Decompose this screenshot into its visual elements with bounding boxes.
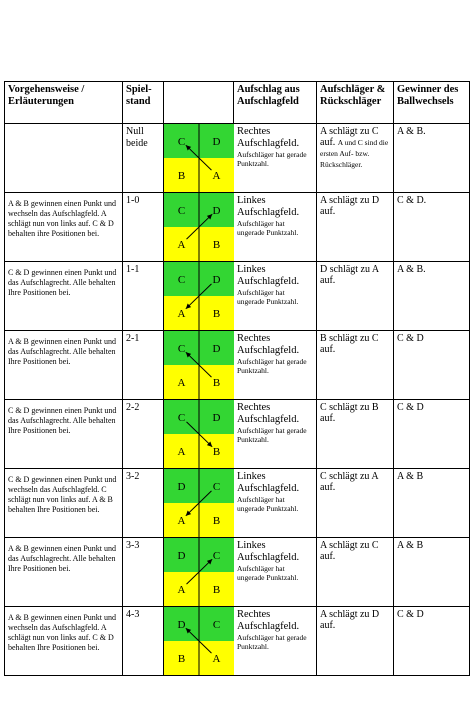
rueckschlaeger-cell	[317, 124, 394, 193]
explanation-cell: C & D gewinnen einen Punkt und das Aufschlagrecht. Alle behalten Ihre Positionen bei.	[5, 262, 123, 331]
aufschlag-cell	[234, 607, 317, 676]
rueck-text: C schlägt zu A auf.	[320, 471, 379, 493]
rueck-text: A schlägt zu C auf.	[320, 126, 379, 148]
court-diagram	[164, 400, 234, 468]
header-gewinner: Gewinner des Ballwechsels	[394, 82, 470, 124]
explanation-cell: A & B gewinnen einen Punkt und wechseln das Aufschlagfeld. A schlägt nun von links auf. C & D behalten Ihre Positionen bei.	[5, 607, 123, 676]
rueckschlaeger-cell	[317, 193, 394, 262]
player-label: B	[177, 653, 186, 665]
court-field-cell	[164, 400, 234, 469]
player-label: C	[177, 274, 186, 286]
score-cell: 2-1	[123, 331, 164, 400]
player-label: A	[177, 515, 186, 527]
winner-cell: C & D.	[394, 193, 470, 262]
aufschlag-note: Aufschläger hat ungerade Punktzahl.	[237, 564, 299, 582]
aufschlag-cell	[234, 469, 317, 538]
player-label: C	[212, 550, 221, 562]
player-label: B	[212, 239, 221, 251]
winner-cell: C & D	[394, 607, 470, 676]
aufschlag-note: Aufschläger hat ungerade Punktzahl.	[237, 495, 299, 513]
aufschlag-cell	[234, 124, 317, 193]
player-label: D	[212, 274, 221, 286]
aufschlag-note: Aufschläger hat gerade Punktzahl.	[237, 633, 307, 651]
player-label: A	[177, 308, 186, 320]
table-row	[5, 262, 470, 331]
aufschlag-note: Aufschläger hat gerade Punktzahl.	[237, 357, 307, 375]
table-row	[5, 331, 470, 400]
player-label: C	[212, 481, 221, 493]
table-row	[5, 469, 470, 538]
player-label: B	[212, 377, 221, 389]
explanation-cell: A & B gewinnen einen Punkt und wechseln das Aufschlagfeld. A schlägt nun von links auf. C & D behalten ihre Positionen bei.	[5, 193, 123, 262]
player-label: C	[177, 343, 186, 355]
rueck-text: A schlägt zu D auf.	[320, 609, 380, 631]
aufschlag-note: Aufschläger hat gerade Punktzahl.	[237, 150, 307, 168]
court-diagram	[164, 538, 234, 606]
player-label: A	[212, 653, 221, 665]
score-cell: 3-2	[123, 469, 164, 538]
table-row	[5, 607, 470, 676]
winner-cell: A & B	[394, 469, 470, 538]
player-label: B	[177, 170, 186, 182]
player-label: D	[212, 412, 221, 424]
aufschlag-field-text: Rechtes Aufschlagfeld.	[237, 126, 300, 149]
aufschlag-note: Aufschläger hat ungerade Punktzahl.	[237, 219, 299, 237]
aufschlag-field-text: Rechtes Aufschlagfeld.	[237, 402, 300, 425]
rueck-text: A schlägt zu D auf.	[320, 195, 380, 217]
table-body	[5, 124, 470, 676]
rueckschlaeger-cell	[317, 469, 394, 538]
court-field-cell	[164, 124, 234, 193]
header-row	[5, 82, 470, 124]
court-field-cell	[164, 607, 234, 676]
explanation-cell	[5, 124, 123, 193]
player-label: D	[177, 550, 186, 562]
rueckschlaeger-cell	[317, 607, 394, 676]
aufschlag-field-text: Linkes Aufschlagfeld.	[237, 471, 300, 494]
score-cell: 1-1	[123, 262, 164, 331]
player-label: C	[177, 412, 186, 424]
rueck-text: C schlägt zu B auf.	[320, 402, 379, 424]
player-label: C	[177, 136, 186, 148]
rueck-text: A schlägt zu C auf.	[320, 540, 379, 562]
player-label: A	[177, 239, 186, 251]
court-field-cell	[164, 331, 234, 400]
header-field	[164, 82, 234, 124]
table-row	[5, 193, 470, 262]
aufschlag-field-text: Rechtes Aufschlagfeld.	[237, 333, 300, 356]
court-diagram	[164, 124, 234, 192]
court-diagram	[164, 331, 234, 399]
player-label: D	[177, 619, 186, 631]
explanation-cell: C & D gewinnen einen Punkt und wechseln das Aufschlagfeld. C schlägt nun von links auf. A & B behalten Ihre Positionen bei.	[5, 469, 123, 538]
player-label: D	[177, 481, 186, 493]
aufschlag-cell	[234, 331, 317, 400]
rueck-note: A und C sind die ersten Auf- bzw. Rückschläger.	[320, 138, 389, 169]
player-label: A	[212, 170, 221, 182]
player-label: D	[212, 205, 221, 217]
winner-cell: A & B.	[394, 262, 470, 331]
player-label: C	[212, 619, 221, 631]
header-aufschlagfeld: Aufschlag aus Aufschlagfeld	[234, 82, 317, 124]
table-row	[5, 124, 470, 193]
winner-cell: C & D	[394, 400, 470, 469]
explanation-cell: C & D gewinnen einen Punkt und das Aufschlagrecht. Alle behalten Ihre Positionen bei.	[5, 400, 123, 469]
court-diagram	[164, 469, 234, 537]
badminton-score-table	[4, 81, 470, 676]
player-label: A	[177, 584, 186, 596]
player-label: B	[212, 308, 221, 320]
rueck-text: B schlägt zu C auf.	[320, 333, 379, 355]
aufschlag-cell	[234, 400, 317, 469]
court-diagram	[164, 193, 234, 261]
score-cell: 4-3	[123, 607, 164, 676]
court-diagram	[164, 607, 234, 675]
player-label: D	[212, 343, 221, 355]
court-field-cell	[164, 262, 234, 331]
player-label: D	[212, 136, 221, 148]
header-spielstand: Spiel-stand	[123, 82, 164, 124]
rueckschlaeger-cell	[317, 400, 394, 469]
table-row	[5, 538, 470, 607]
header-vorgehen: Vorgehensweise / Erläuterungen	[5, 82, 123, 124]
player-label: B	[212, 515, 221, 527]
aufschlag-cell	[234, 538, 317, 607]
player-label: B	[212, 584, 221, 596]
winner-cell: A & B	[394, 538, 470, 607]
table-row	[5, 400, 470, 469]
aufschlag-cell	[234, 262, 317, 331]
player-label: A	[177, 377, 186, 389]
player-label: C	[177, 205, 186, 217]
explanation-cell: A & B gewinnen einen Punkt und das Aufschlagrecht. Alle behalten Ihre Positionen bei.	[5, 331, 123, 400]
aufschlag-cell	[234, 193, 317, 262]
rueck-text: D schlägt zu A auf.	[320, 264, 379, 286]
aufschlag-field-text: Rechtes Aufschlagfeld.	[237, 609, 300, 632]
court-field-cell	[164, 538, 234, 607]
player-label: B	[212, 446, 221, 458]
header-rueckschlaeger: Aufschläger & Rückschläger	[317, 82, 394, 124]
score-cell: Null beide	[123, 124, 164, 193]
aufschlag-note: Aufschläger hat gerade Punktzahl.	[237, 426, 307, 444]
aufschlag-note: Aufschläger hat ungerade Punktzahl.	[237, 288, 299, 306]
winner-cell: C & D	[394, 331, 470, 400]
aufschlag-field-text: Linkes Aufschlagfeld.	[237, 264, 300, 287]
score-cell: 1-0	[123, 193, 164, 262]
winner-cell: A & B.	[394, 124, 470, 193]
explanation-cell: A & B gewinnen einen Punkt und das Aufschlagrecht. Alle behalten Ihre Positionen bei.	[5, 538, 123, 607]
court-field-cell	[164, 193, 234, 262]
player-label: A	[177, 446, 186, 458]
court-diagram	[164, 262, 234, 330]
aufschlag-field-text: Linkes Aufschlagfeld.	[237, 540, 300, 563]
rueckschlaeger-cell	[317, 262, 394, 331]
rueckschlaeger-cell	[317, 331, 394, 400]
aufschlag-field-text: Linkes Aufschlagfeld.	[237, 195, 300, 218]
rueckschlaeger-cell	[317, 538, 394, 607]
score-cell: 2-2	[123, 400, 164, 469]
score-cell: 3-3	[123, 538, 164, 607]
court-field-cell	[164, 469, 234, 538]
